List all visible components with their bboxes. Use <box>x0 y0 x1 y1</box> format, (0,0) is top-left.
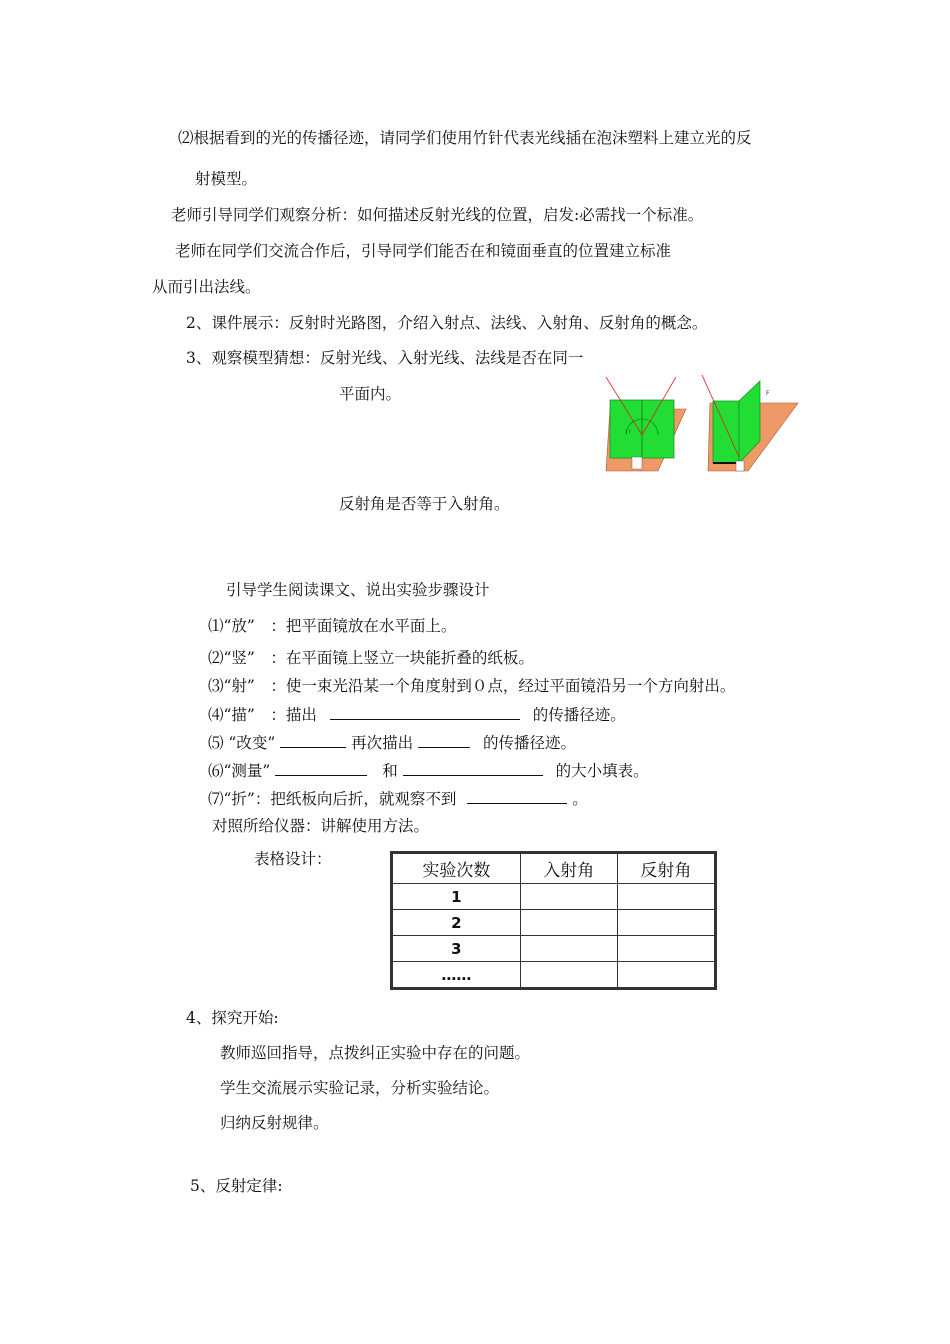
table-cell[interactable] <box>520 910 617 936</box>
step-text: 再次描出 <box>351 734 414 752</box>
fill-blank[interactable] <box>403 760 543 776</box>
svg-text:i r: i r <box>626 429 632 435</box>
table-row <box>393 910 715 936</box>
paragraph-line: 引导学生阅读课文、说出实验步骤设计 <box>226 581 490 599</box>
fill-blank[interactable] <box>467 788 567 804</box>
fill-blank[interactable] <box>418 732 470 748</box>
step-text: ⑹“测量” <box>208 762 271 780</box>
step-text: 的传播径迹。 <box>483 734 577 752</box>
paragraph-line: 从而引出法线。 <box>152 278 261 296</box>
step-item: ⑶“射” ：使一束光沿某一个角度射到０点，经过平面镜沿另一个方向射出。 <box>208 677 736 695</box>
paragraph-line: 对照所给仪器：讲解使用方法。 <box>212 817 430 835</box>
step-text: ⑺“折”：把纸板向后折，就观察不到 <box>208 790 457 808</box>
step-item <box>208 760 649 781</box>
paragraph-line: 老师引导同学们观察分析：如何描述反射光线的位置，启发:必需找一个标准。 <box>171 206 704 224</box>
paragraph-line: 3、观察模型猜想：反射光线、入射光线、法线是否在同一 <box>186 349 584 367</box>
table-row <box>393 884 715 910</box>
column-header: 入射角 <box>520 854 617 884</box>
table-row <box>393 962 715 988</box>
column-header: 反射角 <box>617 854 714 884</box>
table-cell[interactable] <box>617 936 714 962</box>
step-text: 和 <box>382 762 398 780</box>
step-text: ⑸ “改变” <box>208 734 276 752</box>
svg-text:F: F <box>766 390 770 397</box>
step-item <box>208 788 588 809</box>
table-cell[interactable] <box>617 910 714 936</box>
paragraph-line: 老师在同学们交流合作后，引导同学们能否在和镜面垂直的位置建立标准 <box>175 242 672 260</box>
paragraph-line: 平面内。 <box>339 385 402 403</box>
paragraph-line: 归纳反射规律。 <box>220 1114 329 1132</box>
fill-blank[interactable] <box>275 760 367 776</box>
table-cell[interactable] <box>520 884 617 910</box>
experiment-table <box>390 851 717 990</box>
paragraph-line: 反射角是否等于入射角。 <box>339 495 510 513</box>
step-text: 的传播径迹。 <box>532 706 626 724</box>
step-item <box>208 704 626 725</box>
table-cell[interactable] <box>617 962 714 988</box>
paragraph-line: 教师巡回指导，点拨纠正实验中存在的问题。 <box>220 1044 531 1062</box>
section-heading: 4、探究开始: <box>186 1009 279 1027</box>
reflection-model-figure <box>598 375 803 475</box>
column-header: 实验次数 <box>393 854 521 884</box>
table-caption: 表格设计： <box>254 850 332 868</box>
step-item: ⑵“竖” ：在平面镜上竖立一块能折叠的纸板。 <box>208 649 534 667</box>
trial-number: 1 <box>393 884 521 910</box>
step-text: 的大小填表。 <box>555 762 649 780</box>
table-header-row <box>393 854 715 884</box>
fill-blank[interactable] <box>330 704 520 720</box>
section-heading: 5、反射定律: <box>190 1177 283 1195</box>
step-item <box>208 732 576 753</box>
table-cell[interactable] <box>520 936 617 962</box>
fill-blank[interactable] <box>280 732 346 748</box>
paragraph-line: 学生交流展示实验记录，分析实验结论。 <box>220 1079 500 1097</box>
step-text: 。 <box>572 790 588 808</box>
paragraph-line: ⑵根据看到的光的传播径迹，请同学们使用竹针代表光线插在泡沫塑料上建立光的反 <box>178 129 752 147</box>
table-cell[interactable] <box>520 962 617 988</box>
trial-number: 3 <box>393 936 521 962</box>
trial-number: 2 <box>393 910 521 936</box>
table-cell[interactable] <box>617 884 714 910</box>
paragraph-line: 射模型。 <box>195 170 258 188</box>
step-item: ⑴“放” ：把平面镜放在水平面上。 <box>208 617 457 635</box>
paragraph-line: 2、课件展示：反射时光路图，介绍入射点、法线、入射角、反射角的概念。 <box>186 314 708 332</box>
step-text: ⑷“描” ：描出 <box>208 706 317 724</box>
table-row <box>393 936 715 962</box>
trial-number: …… <box>393 962 521 988</box>
